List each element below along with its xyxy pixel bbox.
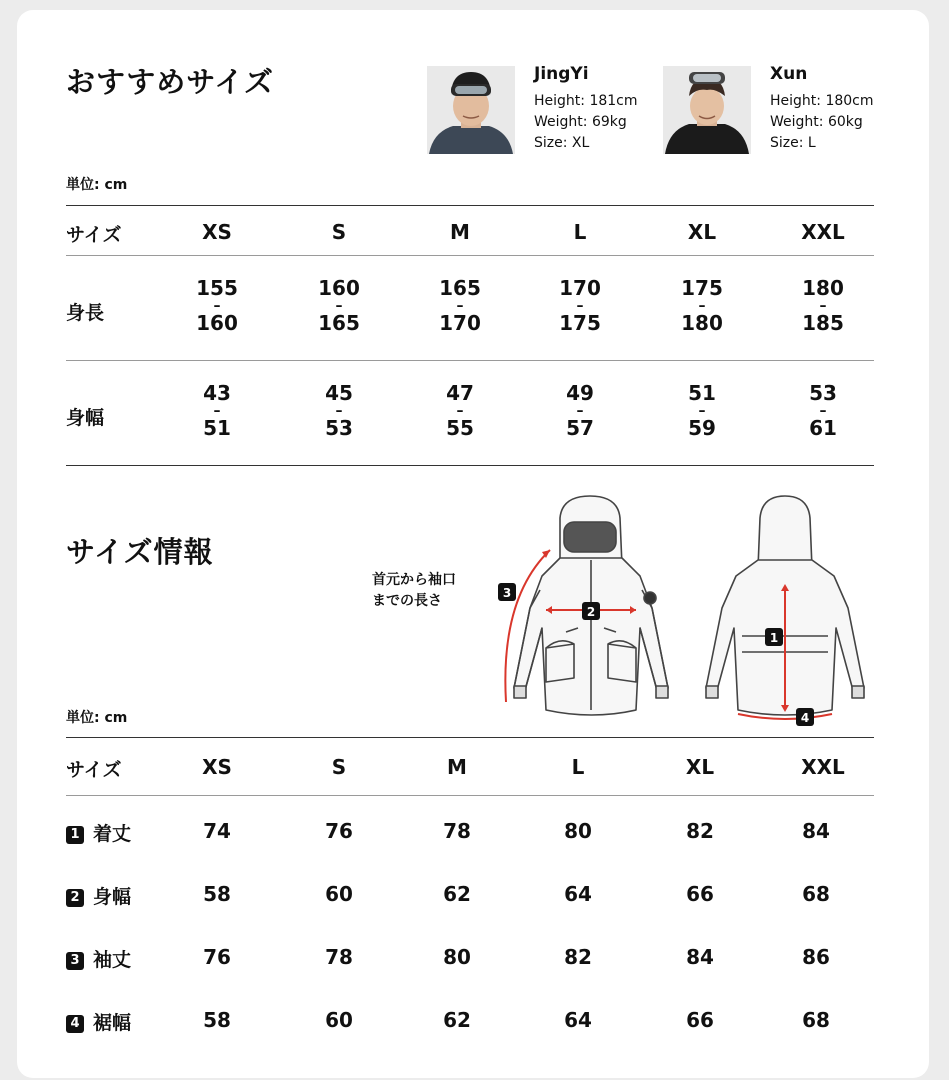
table-cell: 58 [203,882,231,906]
range-from: 49 [566,381,594,405]
diagram-badge-4 [796,708,814,726]
model-photo-jingyi [427,66,515,154]
table-cell: 84 [686,945,714,969]
range-from: 47 [446,381,474,405]
model-photo-xun [663,66,751,154]
table-header-cell: XS [202,220,232,244]
table-cell: 78 [443,819,471,843]
row-label-text: 袖丈 [93,949,132,971]
table-cell: 84 [802,819,830,843]
table-cell: 64 [564,882,592,906]
range-from: 160 [318,276,360,300]
model-photo-jingyi-illustration [427,66,515,154]
row-label-width [66,882,131,909]
range-to: 175 [559,311,601,335]
model-size: Size: XL [534,135,590,151]
diagram-badge-3 [498,583,516,601]
range-dash: – [698,403,706,419]
range-cell [657,278,747,334]
diagram-badge-1 [765,628,783,646]
range-to: 55 [446,416,474,440]
row-number-badge: 1 [66,826,84,844]
table-cell: 80 [443,945,471,969]
table-cell: 68 [802,882,830,906]
table-cell: 78 [325,945,353,969]
row-label-hem [66,1008,131,1035]
range-cell [535,278,625,334]
row-number-badge: 4 [66,1015,84,1033]
table-header-cell: XS [202,755,232,779]
table-cell: 76 [203,945,231,969]
row-label-text: 身幅 [93,886,132,908]
diagram-note-line-2: までの長さ [372,593,442,609]
table-rule [66,795,874,796]
range-cell [778,383,868,439]
recommend-unit: 単位: cm [66,177,128,193]
table-rule [66,205,874,206]
table-rule [66,737,874,738]
table-cell: 80 [564,819,592,843]
row-number-badge: 2 [66,889,84,907]
range-dash: – [819,403,827,419]
jacket-measurement-diagram [480,488,880,733]
table-header-cell: L [573,220,587,244]
table-rule [66,465,874,466]
model-size: Size: L [770,135,816,151]
range-cell [535,383,625,439]
range-from: 165 [439,276,481,300]
table-cell: 58 [203,1008,231,1032]
diagram-badge-3-number: 3 [502,586,512,600]
row-label-width: 身幅 [66,407,105,429]
range-cell [294,278,384,334]
range-dash: – [819,298,827,314]
range-to: 59 [688,416,716,440]
table-header-cell: L [571,755,585,779]
recommend-title: おすすめサイズ [66,65,274,99]
range-from: 180 [802,276,844,300]
row-label-sleeve [66,945,131,972]
info-unit: 単位: cm [66,710,128,726]
range-to: 170 [439,311,481,335]
diagram-note-line-1: 首元から袖口 [372,572,456,588]
range-from: 53 [809,381,837,405]
table-cell: 82 [686,819,714,843]
table-header-size: サイズ [66,759,122,781]
range-dash: – [335,298,343,314]
table-rule [66,255,874,256]
table-cell: 64 [564,1008,592,1032]
table-header-cell: XXL [801,220,845,244]
table-header-size: サイズ [66,224,122,246]
range-cell [778,278,868,334]
model-photo-xun-illustration [663,66,751,154]
model-info-jingyi [534,64,638,154]
row-label-text: 着丈 [93,823,132,845]
range-from: 175 [681,276,723,300]
model-height: Height: 181cm [534,93,638,109]
table-header-cell: XXL [801,755,845,779]
table-cell: 86 [802,945,830,969]
range-dash: – [213,298,221,314]
table-cell: 82 [564,945,592,969]
diagram-badge-2 [582,602,600,620]
range-to: 61 [809,416,837,440]
range-to: 57 [566,416,594,440]
range-dash: – [213,403,221,419]
row-number-badge: 3 [66,952,84,970]
table-cell: 66 [686,1008,714,1032]
diagram-badge-4-number: 4 [800,711,810,725]
table-header-cell: XL [685,755,715,779]
range-to: 180 [681,311,723,335]
range-to: 165 [318,311,360,335]
model-name: Xun [770,64,808,84]
row-label-text: 裾幅 [93,1012,132,1034]
row-label-length [66,819,131,846]
range-cell [172,278,262,334]
range-to: 160 [196,311,238,335]
model-name: JingYi [534,64,589,84]
table-header-cell: M [447,755,467,779]
table-cell: 62 [443,1008,471,1032]
table-header-cell: S [331,220,347,244]
table-cell: 60 [325,1008,353,1032]
table-cell: 74 [203,819,231,843]
range-dash: – [335,403,343,419]
range-to: 53 [325,416,353,440]
range-from: 51 [688,381,716,405]
range-cell [657,383,747,439]
range-cell [294,383,384,439]
table-header-cell: S [331,755,347,779]
range-from: 45 [325,381,353,405]
range-dash: – [576,298,584,314]
table-header-cell: XL [687,220,717,244]
model-weight: Weight: 69kg [534,114,627,130]
table-cell: 76 [325,819,353,843]
diagram-note [372,570,456,612]
table-cell: 68 [802,1008,830,1032]
range-dash: – [456,298,464,314]
diagram-badge-1-number: 1 [769,631,779,645]
table-cell: 66 [686,882,714,906]
range-from: 43 [203,381,231,405]
model-weight: Weight: 60kg [770,114,863,130]
range-cell [415,383,505,439]
range-from: 170 [559,276,601,300]
table-cell: 62 [443,882,471,906]
table-header-cell: M [450,220,470,244]
range-dash: – [576,403,584,419]
model-info-xun [770,64,874,154]
table-rule [66,360,874,361]
table-cell: 60 [325,882,353,906]
model-height: Height: 180cm [770,93,874,109]
range-to: 185 [802,311,844,335]
info-title: サイズ情報 [66,535,214,569]
range-cell [172,383,262,439]
range-from: 155 [196,276,238,300]
range-to: 51 [203,416,231,440]
range-dash: – [698,298,706,314]
range-cell [415,278,505,334]
row-label-height: 身長 [66,302,105,324]
diagram-badge-2-number: 2 [586,605,596,619]
range-dash: – [456,403,464,419]
